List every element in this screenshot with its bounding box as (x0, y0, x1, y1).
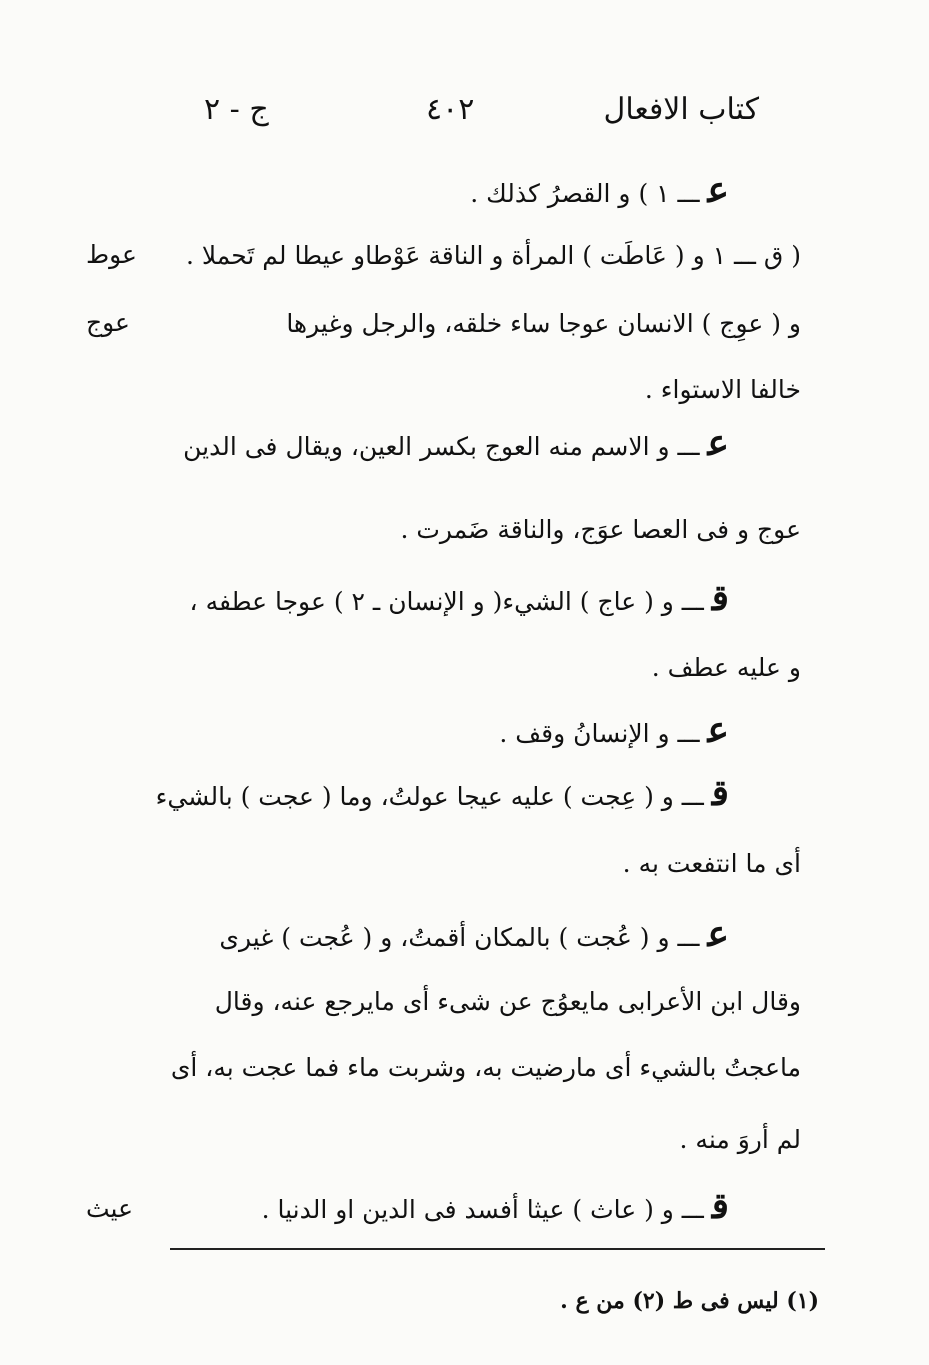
line-text: ـــ و الإنسانُ وقف . (499, 719, 700, 748)
line-text: لم أروَ منه . (679, 1125, 801, 1154)
line-text: ـــ و ( عُجت ) بالمكان أقمتُ، و ( عُجت ) غيرى (219, 923, 700, 952)
text-line (169, 508, 809, 544)
line-text: ـــ و ( عاج ) الشيء( و الإنسان ـ ٢ ) عوجا عطفه ، (189, 587, 704, 616)
text-line (169, 980, 809, 1016)
line-text: خالفا الاستواء . (644, 375, 801, 404)
line-text: و عليه عطف . (651, 653, 801, 682)
text-line (155, 772, 729, 814)
text-line (169, 646, 809, 682)
volume-label: ج - ٢ (204, 92, 269, 127)
text-line (169, 1185, 729, 1227)
line-text: و ( عوِج ) الانسان عوجا ساء خلقه، والرجل وغيرها (286, 309, 801, 338)
margin-headword: عوط (86, 240, 137, 269)
source-marker: ق (711, 1185, 729, 1227)
margin-headword: عوج (86, 308, 130, 337)
line-text: أى ما انتفعت به . (622, 849, 801, 878)
running-title: كتاب الافعال (603, 92, 759, 127)
line-text: ـــ و الاسم منه العوج بكسر العين، ويقال فى الدين (183, 432, 700, 461)
source-marker: ق (711, 577, 729, 619)
text-line (169, 709, 729, 751)
text-line (169, 1118, 809, 1154)
text-line (169, 577, 729, 619)
source-marker: ع (707, 709, 729, 751)
line-text: وقال ابن الأعرابى مايعوُج عن شىء أى مايرجع عنه، وقال (214, 987, 801, 1016)
text-line (169, 422, 729, 464)
text-line (169, 368, 809, 404)
footnote: (١) ليس فى ط (٢) من ع . (560, 1288, 819, 1314)
margin-headword: عيث (86, 1194, 134, 1223)
line-text: ـــ ١ ) و القصرُ كذلك . (470, 179, 700, 208)
text-line (169, 169, 729, 211)
source-marker: ع (707, 913, 729, 955)
line-text: ـــ و ( عِجت ) عليه عيجا عولتُ، وما ( عجت ) بالشيء (155, 782, 704, 811)
source-marker: ق (711, 772, 729, 814)
source-marker: ع (707, 422, 729, 464)
text-line (169, 234, 809, 270)
page-number: ٤٠٢ (426, 92, 475, 127)
line-text: ماعجتُ بالشيء أى مارضيت به، وشربت ماء فما عجت به، أى (170, 1053, 801, 1082)
source-marker: ع (707, 169, 729, 211)
text-line (169, 302, 809, 338)
line-text: ـــ و ( عاث ) عيثا أفسد فى الدين او الدنيا . (261, 1195, 704, 1224)
line-text: ( ق ـــ ١ و ( عَاطَت ) المرأة و الناقة عَوْطاو عيطا لم تَحملا . (185, 241, 801, 270)
text-line (169, 913, 729, 955)
line-text: عوج و فى العصا عوَج، والناقة ضَمرت . (400, 515, 801, 544)
text-line (169, 842, 809, 878)
text-line (169, 1046, 809, 1082)
footnote-rule (170, 1248, 825, 1250)
